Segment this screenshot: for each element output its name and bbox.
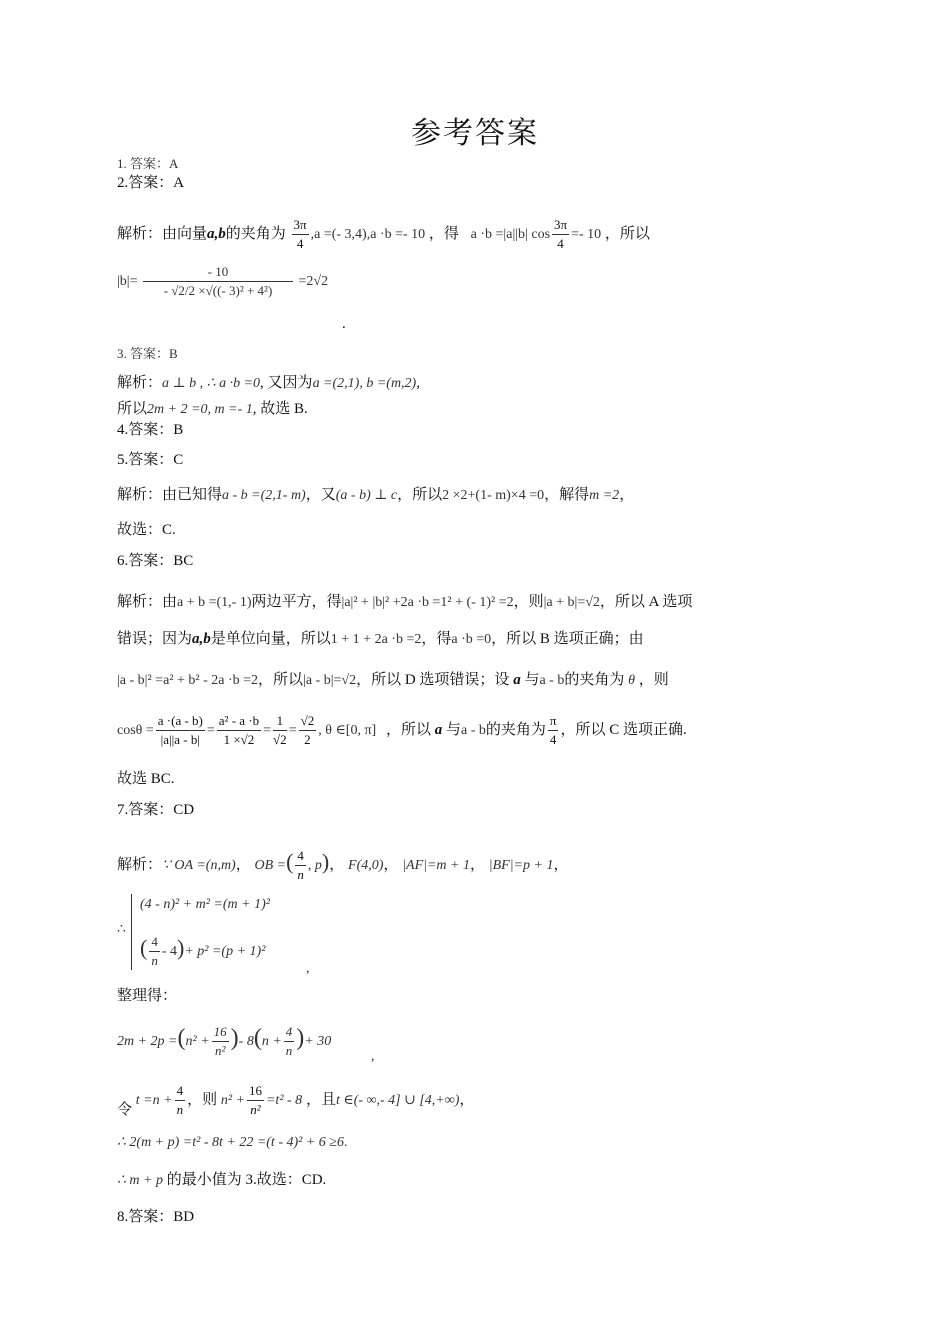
equation-system-brace — [131, 894, 140, 970]
math: =2√2 — [298, 274, 329, 289]
q7-tidy-label: 整理得： — [117, 988, 178, 1004]
text: 解析：由向量 — [117, 226, 208, 242]
math: 2m + 2 =0, m =- 1 — [147, 402, 253, 417]
math: |b|= — [117, 274, 138, 289]
text: 的夹角为 — [225, 226, 286, 242]
denominator: 4 — [557, 236, 564, 252]
fraction — [292, 216, 309, 253]
math: |a|² + |b|² +2a ·b =1² + (- 1)² =2 — [341, 595, 514, 610]
fraction — [175, 1082, 186, 1119]
comma: , — [306, 961, 310, 976]
q2-analysis-line1 — [117, 214, 650, 255]
denominator: |a||a - b| — [160, 732, 200, 748]
text: ，所以 A 选项 — [599, 594, 693, 610]
math: a — [434, 722, 443, 738]
text: ，得 — [428, 226, 459, 242]
math: a — [513, 672, 521, 688]
math: a - b — [539, 673, 565, 688]
math: n² + — [185, 1034, 210, 1049]
numerator: 4 — [175, 1082, 186, 1101]
q2-analysis-line2 — [117, 262, 328, 302]
denominator: n — [176, 1102, 184, 1118]
numerator: a² - a ·b — [217, 712, 261, 731]
fraction — [212, 1023, 229, 1060]
math: =- 10 — [571, 227, 602, 242]
text: ，得 — [421, 631, 452, 647]
math: a ⊥ b , ∴ a ·b =0 — [162, 376, 261, 391]
text: ， — [459, 1092, 475, 1108]
numerator: 3π — [292, 216, 309, 235]
math: , θ ∈[0, π] — [318, 723, 377, 738]
text: ，所以 — [397, 487, 443, 503]
math: a ·b =|a||b| cos — [470, 227, 551, 242]
q4-answer: 4.答案：B — [117, 422, 184, 438]
math: |BF|=p + 1 — [488, 858, 554, 873]
text: ， — [469, 857, 485, 873]
q6-analysis-line3 — [117, 670, 669, 691]
system-equation-1: (4 - n)² + m² =(m + 1)² — [140, 897, 270, 912]
math: ∴ 2(m + p) =t² - 8t + 22 =(t - 4)² + 6 ≥6 — [117, 1135, 344, 1150]
math: 2 ×2+(1- m)×4 =0 — [442, 488, 545, 503]
q6-analysis-line4: cosθ = $\frac{a \cdot(a - b)}{|a||a - b|}$ = $\frac{\text{a² - a ·b}}{1 \times√2}$ = $\frac{1}{√2}$ = $\frac{√2}{2}$ , θ ∈[0, π] ，所以 a 与a - b的夹角为 $\frac{\pi}{4}$ ，所以 C 选项正确. — [117, 713, 687, 748]
q5-conclusion: 故选：C. — [117, 522, 176, 538]
q6-analysis-line1 — [117, 592, 692, 613]
fraction — [552, 216, 569, 253]
denominator: 2 — [304, 732, 311, 748]
denominator: n — [297, 867, 304, 883]
fraction — [284, 1023, 295, 1060]
math: + p² =(p + 1)² — [184, 944, 266, 959]
q5-answer: 5.答案：C — [117, 452, 184, 468]
math: - 4 — [161, 944, 177, 959]
q6-analysis-line2 — [117, 629, 644, 650]
numerator: 4 — [284, 1023, 295, 1042]
numerator: 3π — [552, 216, 569, 235]
q7-answer: 7.答案：CD — [117, 802, 195, 818]
denominator: 4 — [296, 236, 304, 252]
math: 2m + 2p = — [117, 1034, 178, 1049]
text: 令 — [117, 1102, 133, 1118]
q7-minimum — [117, 1170, 326, 1191]
text: 两边平方，得 — [251, 594, 342, 610]
numerator: 4 — [295, 847, 306, 866]
denominator: √2 — [273, 732, 287, 748]
q6-answer: 6.答案：BC — [117, 553, 194, 569]
period: . — [342, 316, 346, 332]
text: ，则 — [638, 672, 669, 688]
numerator: √2 — [299, 712, 317, 731]
therefore-symbol: ∴ — [117, 922, 126, 937]
text: ，所以 C 选项正确. — [560, 722, 687, 738]
math: t =n + — [135, 1093, 173, 1108]
numerator: 16 — [212, 1023, 229, 1042]
math: a - b — [460, 723, 486, 738]
math: |a - b|² =a² + b² - 2a ·b =2 — [117, 673, 259, 688]
fraction — [149, 933, 160, 970]
q7-tidy-equation: 2m + 2p =(n² + $\frac{16}{\text{n²}}$ )- 8(n + $\frac{4}{n}$ )+ 30 — [117, 1024, 332, 1059]
text: ， — [553, 857, 569, 873]
math: a =(2,1), b =(m,2) — [312, 376, 417, 391]
math: =t² - 8 — [265, 1093, 303, 1108]
q3-analysis-line2 — [117, 399, 308, 420]
denominator: n² — [214, 1043, 226, 1059]
math: ∵ OA =(n,m) — [162, 858, 236, 873]
q7-substitution — [117, 1080, 474, 1121]
text: ， — [329, 857, 345, 873]
numerator: 4 — [149, 933, 160, 952]
text: ，所以 — [604, 226, 650, 242]
fraction — [156, 712, 205, 749]
denominator: 1 ×√2 — [223, 732, 255, 748]
q6-conclusion: 故选 BC. — [117, 771, 175, 787]
text: ，所以 D 选项错误；设 — [356, 672, 510, 688]
fraction — [273, 712, 287, 749]
math: t ∈(- ∞,- 4] ∪ [4,+∞) — [335, 1093, 460, 1108]
math: n² + — [220, 1093, 245, 1108]
math: m =2 — [589, 488, 620, 503]
math: n + — [261, 1034, 282, 1049]
text: 解析： — [117, 857, 163, 873]
q5-analysis — [117, 485, 634, 506]
text: ，解得 — [544, 487, 590, 503]
q8-answer: 8.答案：BD — [117, 1209, 195, 1225]
text: ， — [619, 487, 635, 503]
fraction — [217, 712, 261, 749]
system-equation-2: ( $\frac{4}{n}$ - 4)+ p² =(p + 1)² — [140, 934, 266, 969]
numerator: - 10 — [143, 263, 293, 282]
math: , p — [307, 858, 322, 873]
text: ，且 — [305, 1092, 336, 1108]
math: (a - b) ⊥ c — [335, 488, 398, 503]
text: 与 — [524, 672, 540, 688]
math: + 30 — [304, 1034, 332, 1049]
math: a ·b =0 — [451, 632, 492, 647]
denominator: n² — [250, 1102, 261, 1118]
numerator: π — [548, 712, 559, 731]
math: θ — [628, 673, 635, 688]
q2-answer: 2.答案：A — [117, 175, 185, 191]
fraction — [247, 1082, 264, 1119]
text: ，则 — [513, 594, 544, 610]
text: ，又 — [305, 487, 336, 503]
text: 解析：由 — [117, 594, 178, 610]
math: |a - b|=√2 — [303, 673, 357, 688]
fraction — [295, 847, 306, 884]
text: 的夹角为 — [485, 722, 546, 738]
math: cosθ = — [117, 723, 154, 738]
fraction — [299, 712, 317, 749]
text: 的夹角为 — [564, 672, 625, 688]
comma: , — [371, 1049, 375, 1064]
math: 1 + 1 + 2a ·b =2 — [330, 632, 422, 647]
text: ，所以 — [385, 722, 431, 738]
denominator: n — [285, 1043, 293, 1059]
denominator: 4 — [549, 732, 557, 748]
text: 解析： — [117, 375, 163, 391]
text: ，所以 — [258, 672, 304, 688]
text: , — [416, 375, 420, 391]
q7-analysis-line1: 解析：∵ OA =(n,m)， OB =( $\frac{4}{n}$ , p)， F(4,0)， |AF|=m + 1， |BF|=p + 1， — [117, 848, 569, 883]
text: 是单位向量，所以 — [210, 631, 331, 647]
math: |AF|=m + 1 — [402, 858, 470, 873]
text: 错误；因为 — [117, 631, 193, 647]
q3-analysis-line1 — [117, 373, 420, 394]
fraction — [548, 712, 559, 749]
numerator: 1 — [273, 712, 287, 731]
q3-answer: 3. 答案：B — [117, 346, 178, 361]
text: 的最小值为 3.故选：CD. — [166, 1172, 327, 1188]
text: ，则 — [187, 1092, 218, 1108]
math: OB = — [254, 858, 287, 873]
denominator: - √2/2 ×√((- 3)² + 4²) — [163, 283, 273, 299]
math: F(4,0) — [348, 858, 384, 873]
numerator: 16 — [247, 1082, 264, 1101]
fraction — [143, 263, 293, 300]
text: ， — [235, 857, 251, 873]
text: 所以 — [117, 401, 148, 417]
math: a,b — [207, 226, 226, 242]
math: - 8 — [238, 1034, 254, 1049]
period: . — [343, 1135, 348, 1150]
text: , 又因为 — [260, 375, 313, 391]
math: ∴ m + p — [117, 1173, 163, 1188]
math: |a + b|=√2 — [543, 595, 600, 610]
q7-therefore — [117, 1133, 347, 1153]
text: ， — [383, 857, 399, 873]
text: 与 — [445, 722, 461, 738]
numerator: a ·(a - b) — [156, 712, 205, 731]
denominator: n — [151, 953, 158, 969]
q1-answer: 1. 答案：A — [117, 156, 179, 171]
text: 解析：由已知得 — [117, 487, 223, 503]
text: ，所以 B 选项正确；由 — [491, 631, 644, 647]
math: a - b =(2,1- m) — [222, 488, 306, 503]
page-title: 参考答案 — [411, 117, 539, 150]
math: a,b — [192, 631, 211, 647]
text: , 故选 B. — [252, 401, 308, 417]
math: a + b =(1,- 1) — [177, 595, 252, 610]
math: ,a =(- 3,4),a ·b =- 10 — [310, 227, 426, 242]
